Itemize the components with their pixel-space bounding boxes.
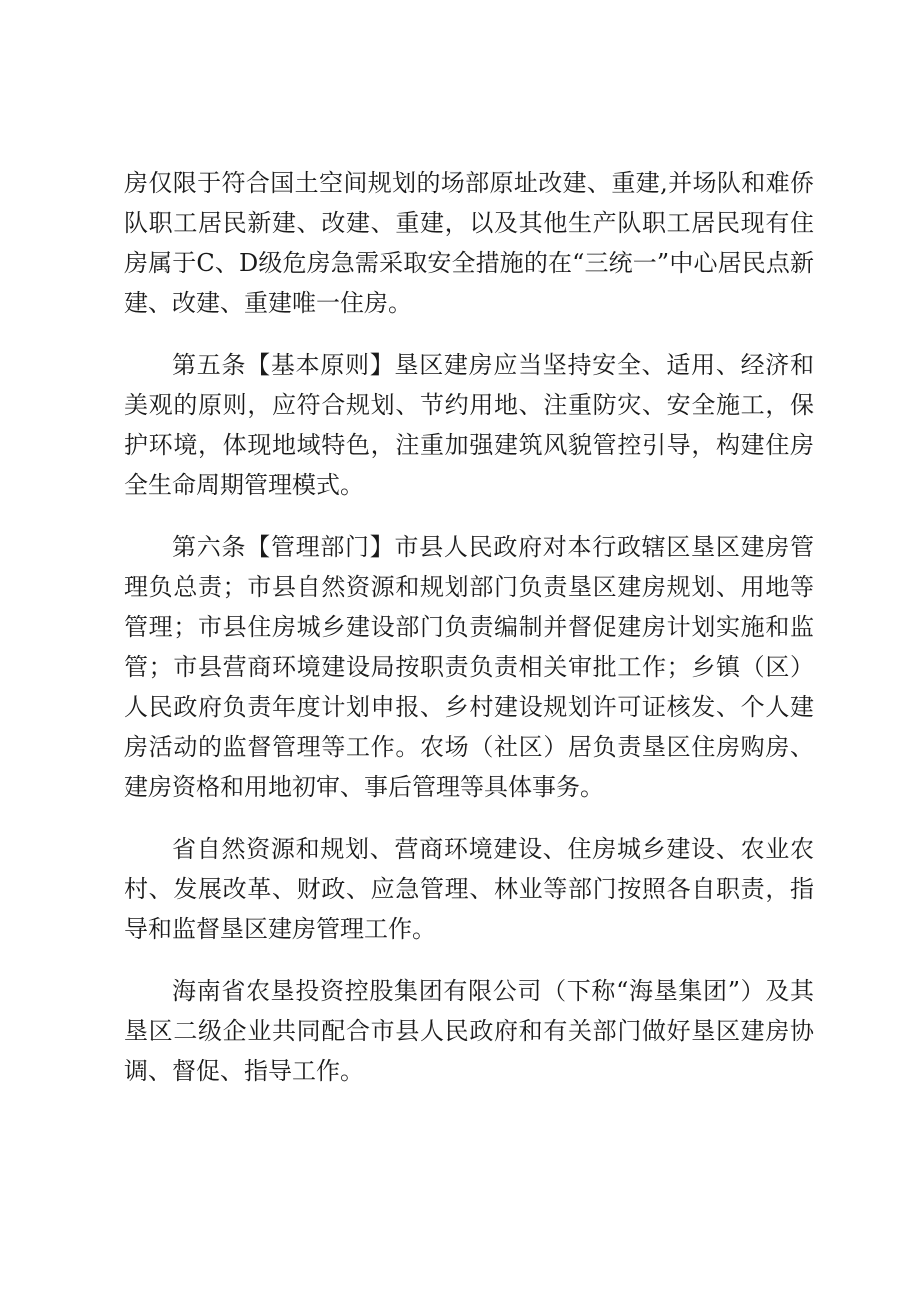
article-5-paragraph (124, 345, 814, 505)
paragraph-continuation (124, 163, 814, 323)
hainan-group-paragraph (124, 971, 814, 1091)
paragraph-text: 垦区建房应当坚持安全、适用、经济和美观的原则，应符合规划、节约用地、注重防灾、安全施工，保护环境，体现地域特色，注重加强建筑风貌管控引导，构建住房全生命周期管理模式。 (124, 351, 815, 499)
paragraph-text: 房仅限于符合国土空间规划的场部原址改建、重建,并场队和难侨队职工居民新建、改建、重建，以及其他生产队职工居民现有住房属于C、D级危房急需采取安全措施的在“三统一”中心居民点新建、改建、重建唯一住房。 (124, 169, 814, 317)
provincial-departments-paragraph (124, 829, 814, 949)
article-6-paragraph (124, 527, 814, 807)
article-5-heading: 第五条【基本原则】 (172, 351, 395, 379)
paragraph-text: 市县人民政府对本行政辖区垦区建房管理负总责；市县自然资源和规划部门负责垦区建房规划、用地等管理；市县住房城乡建设部门负责编制并督促建房计划实施和监管；市县营商环境建设局按职责负责相关审批工作；乡镇（区）人民政府负责年度计划申报、乡村建设规划许可证核发、个人建房活动的监督管理等工作。农场（社区）居负责垦区住房购房、建房资格和用地初审、事后管理等具体事务。 (124, 533, 815, 801)
paragraph-text: 海南省农垦投资控股集团有限公司（下称“海垦集团”）及其垦区二级企业共同配合市县人民政府和有关部门做好垦区建房协调、督促、指导工作。 (124, 977, 814, 1085)
document-body (124, 163, 814, 1113)
paragraph-text: 省自然资源和规划、营商环境建设、住房城乡建设、农业农村、发展改革、财政、应急管理、林业等部门按照各自职责，指导和监督垦区建房管理工作。 (124, 835, 814, 943)
article-6-heading: 第六条【管理部门】 (172, 533, 395, 561)
